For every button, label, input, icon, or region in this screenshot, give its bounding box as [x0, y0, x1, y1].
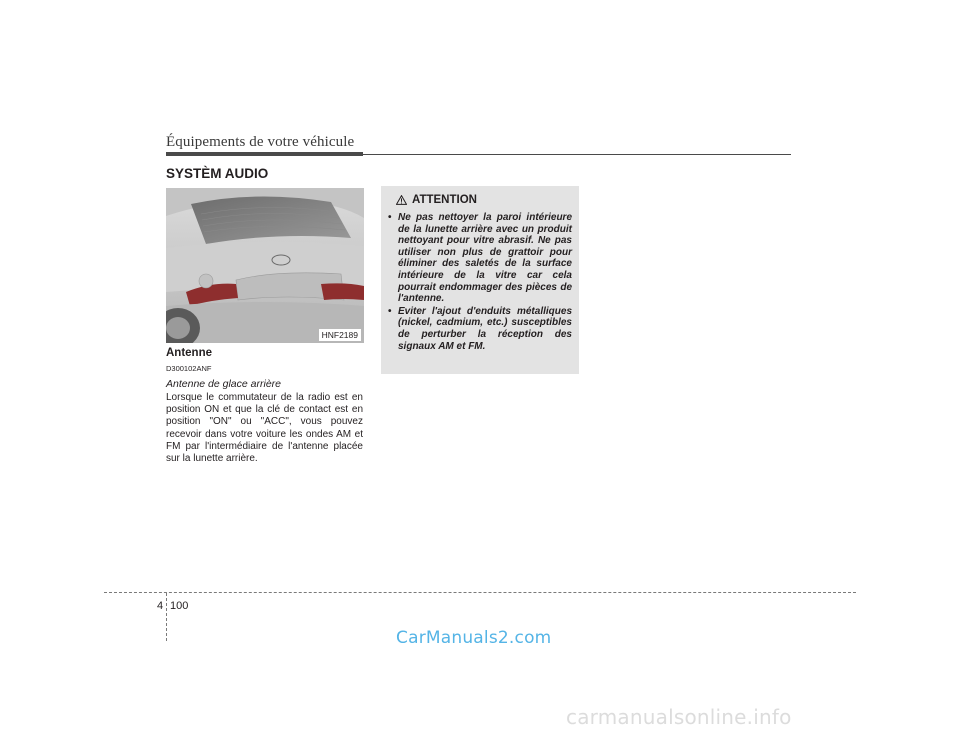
figure-code: HNF2189 [319, 329, 361, 341]
watermark-carmanualsonline: carmanualsonline.info [566, 705, 792, 729]
warning-triangle-icon [396, 195, 407, 205]
title-underline-thin [363, 154, 791, 155]
section-heading: SYSTÈM AUDIO [166, 166, 269, 181]
caution-title: ATTENTION [412, 194, 477, 206]
footer-divider [104, 592, 856, 593]
antenna-description: Lorsque le commutateur de la radio est en position ON et que la clé de contact est en position "ON" ou "ACC", vous pouvez recevoir dans votre voiture les ondes AM et FM par l'intermédiaire de l'antenne placée sur la lunette arrière. [166, 392, 363, 465]
caution-item: • Eviter l'ajout d'enduits métalliques (nickel, cadmium, etc.) susceptibles de perturber la réception des signaux AM et FM. [388, 306, 572, 352]
antenna-reference-code: D300102ANF [166, 364, 212, 373]
caution-list [381, 212, 579, 353]
car-rear-photo [166, 188, 364, 343]
antenna-heading: Antenne [166, 347, 212, 359]
car-rear-illustration [166, 188, 364, 343]
chapter-number: 4 [157, 600, 164, 612]
page-number: 100 [170, 600, 189, 612]
section-title: Équipements de votre véhicule [166, 134, 355, 150]
footer-vertical-divider [166, 593, 167, 641]
caution-item: • Ne pas nettoyer la paroi intérieure de la lunette arrière avec un produit nettoyant pour vitre abrasif. Ne pas utiliser non plus de grattoir pour éliminer des saletés de la surface intérieure de la vitre car cela pourrait endommager des pièces de l'antenne. [388, 212, 572, 305]
title-underline-thick [166, 152, 363, 156]
caution-box [381, 186, 579, 374]
caution-header [396, 194, 477, 206]
watermark-carmanuals2: CarManuals2.com [396, 628, 552, 648]
antenna-subtitle: Antenne de glace arrière [166, 378, 281, 390]
